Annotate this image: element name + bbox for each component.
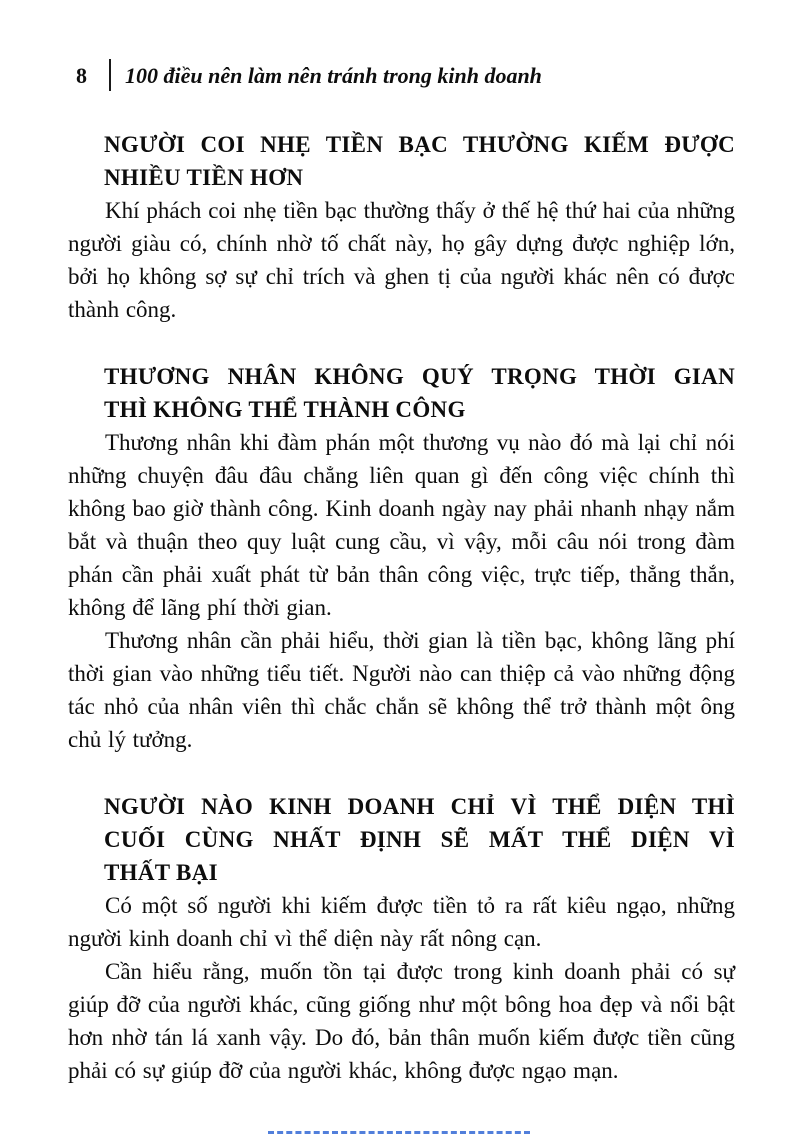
body-paragraph: Thương nhân khi đàm phán một thương vụ nào đó mà lại chỉ nói những chuyện đâu đâu chẳng liên quan gì đến công việc chính thì không bao giờ thành công. Kinh doanh ngày nay phải nhanh nhạy nắm bắt và thuận theo quy luật cung cầu, vì vậy, mỗi câu nói trong đàm phán cần phải xuất phát từ bản thân công việc, trực tiếp, thẳng thắn, không để lãng phí thời gian.: [68, 430, 735, 620]
page-number: 8: [76, 62, 87, 88]
heading-line: CUỐI CÙNG NHẤT ĐỊNH SẼ MẤT THỂ DIỆN VÌ: [104, 827, 735, 852]
heading-line: NGƯỜI COI NHẸ TIỀN BẠC THƯỜNG KIẾM ĐƯỢC: [104, 132, 735, 157]
text-column: [68, 58, 735, 1087]
section-1: [68, 128, 735, 326]
section-heading: [104, 790, 735, 889]
heading-line: THÌ KHÔNG THỂ THÀNH CÔNG: [104, 397, 466, 422]
body-paragraph: Cần hiểu rằng, muốn tồn tại được trong kinh doanh phải có sự giúp đỡ của người khác, cũng giống như một bông hoa đẹp và nổi bật hơn nhờ tán lá xanh vậy. Do đó, bản thân muốn kiếm được tiền cũng phải có sự giúp đỡ của người khác, không được ngạo mạn.: [68, 959, 735, 1083]
section-heading: [104, 360, 735, 426]
body-paragraph: Có một số người khi kiếm được tiền tỏ ra rất kiêu ngạo, những người kinh doanh chỉ vì thể diện này rất nông cạn.: [68, 893, 735, 951]
heading-line: THẤT BẠI: [104, 860, 218, 885]
scan-artifact-dashes: [268, 1131, 530, 1134]
body-paragraph: Thương nhân cần phải hiểu, thời gian là tiền bạc, không lãng phí thời gian vào những tiểu tiết. Người nào can thiệp cả vào những động tác nhỏ của nhân viên thì chắc chắn sẽ không thể trở thành một ông chủ lý tưởng.: [68, 628, 735, 752]
heading-line: THƯƠNG NHÂN KHÔNG QUÝ TRỌNG THỜI GIAN: [104, 364, 735, 389]
page-header: [76, 58, 735, 92]
section-heading: [104, 128, 735, 194]
header-divider: [109, 59, 111, 91]
heading-line: NHIỀU TIỀN HƠN: [104, 165, 304, 190]
section-3: [68, 790, 735, 1087]
section-2: [68, 360, 735, 756]
body-paragraph: Khí phách coi nhẹ tiền bạc thường thấy ở thế hệ thứ hai của những người giàu có, chính nhờ tố chất này, họ gây dựng được nghiệp lớn, bởi họ không sợ sự chỉ trích và ghen tị của người khác nên có được thành công.: [68, 198, 735, 322]
heading-line: NGƯỜI NÀO KINH DOANH CHỈ VÌ THỂ DIỆN THÌ: [104, 794, 735, 819]
running-title: 100 điều nên làm nên tránh trong kinh doanh: [125, 62, 542, 88]
